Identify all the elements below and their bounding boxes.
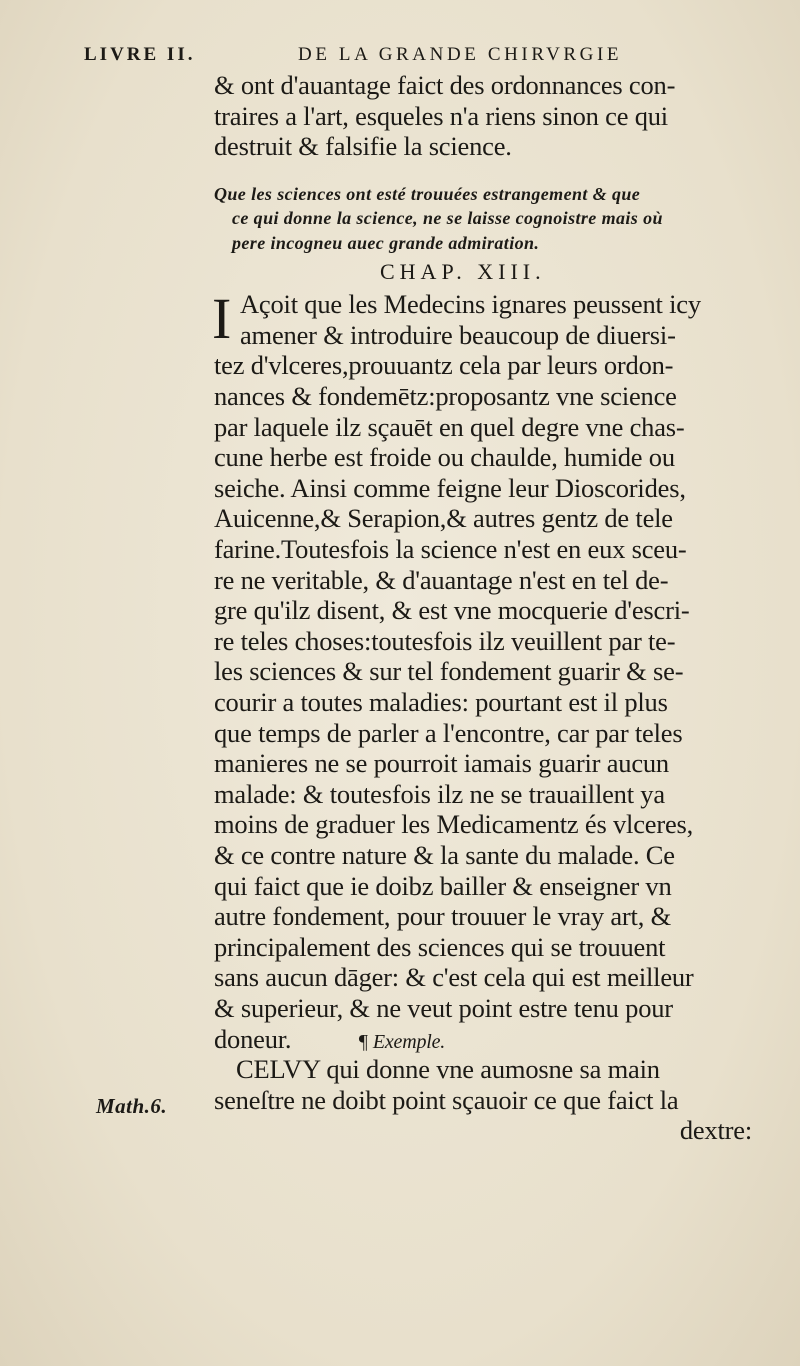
final-line: dextre: [679, 1115, 752, 1146]
body-line: principalement des sciences qui se trouuent [214, 931, 666, 962]
heading-line: ce qui donne la science, ne se laisse cognoistre mais où [232, 208, 663, 229]
body-line: & ce contre nature & la sante du malade. Ce [214, 839, 675, 870]
body-line: Auicenne,& Serapion,& autres gentz de tele [214, 503, 673, 534]
body-line: manieres ne se pourroit iamais guarir aucun [214, 748, 669, 779]
chapter-number: CHAP. XIII. [380, 259, 546, 285]
body-line: par laquele ilz sçauēt en quel degre vne chas- [214, 411, 685, 442]
final-line: seneſtre ne doibt point sçauoir ce que faict la [214, 1084, 679, 1115]
body-line: moins de graduer les Medicamentz és vlceres, [214, 809, 694, 840]
final-line: CELVY qui donne vne aumosne sa main [236, 1054, 660, 1085]
chapter-heading [214, 182, 774, 256]
intro-line: & ont d'auantage faict des ordonnances con- [214, 70, 676, 100]
header-book-number: LIVRE II. [84, 44, 196, 65]
body-line: nances & fondemētz:proposantz vne science [214, 381, 677, 412]
body-line: farine.Toutesfois la science n'est en eux sceu- [214, 534, 687, 565]
body-line: malade: & toutesfois ilz ne se trauaillent ya [214, 778, 665, 809]
body-line: seiche. Ainsi comme feigne leur Dioscorides, [214, 472, 686, 503]
body-line: courir a toutes maladies: pourtant est il plus [214, 687, 668, 717]
body-line: & superieur, & ne veut point estre tenu pour [214, 992, 673, 1023]
body-line: qui faict que ie doibz bailler & enseigner vn [214, 870, 672, 901]
body-line: autre fondement, pour trouuer le vray art, & [214, 901, 671, 932]
body-line: re ne veritable, & d'auantage n'est en tel de- [214, 564, 669, 595]
body-line: amener & introduire beaucoup de diuersi- [240, 319, 676, 350]
heading-line: pere incogneu auec grande admiration. [232, 232, 540, 253]
drop-cap: I [212, 286, 232, 352]
heading-line: Que les sciences ont esté trouuées estrangement & que [214, 183, 641, 204]
body-line: gre qu'ilz disent, & est vne mocquerie d'escri- [214, 595, 690, 626]
body-line: que temps de parler a l'encontre, car par teles [214, 717, 683, 748]
exemple-label: ¶ Exemple. [357, 1030, 446, 1053]
body-line: tez d'vlceres,prouuantz cela par leurs ordon- [214, 350, 674, 381]
header-title: DE LA GRANDE CHIRVRGIE [298, 44, 623, 65]
running-header [84, 44, 724, 70]
body-line: les sciences & sur tel fondement guarir & se- [214, 656, 684, 687]
body-line-text: Açoit que les Medecins ignares peussent icy [240, 289, 701, 320]
intro-line: destruit & falsifie la science. [214, 131, 512, 162]
body-line [214, 1024, 774, 1055]
body-line: re teles choses:toutesfois ilz veuillent par te- [214, 625, 676, 656]
text-column [214, 70, 774, 1146]
body-line: sans aucun dāger: & c'est cela qui est meilleur [214, 962, 694, 993]
margin-note: Math.6. [96, 1094, 168, 1118]
body-line-text: doneur. [214, 1023, 292, 1054]
intro-line: traires a l'art, esqueles n'a riens sinon ce qui [214, 100, 668, 131]
body-line: cune herbe est froide ou chaulde, humide ou [214, 442, 675, 473]
